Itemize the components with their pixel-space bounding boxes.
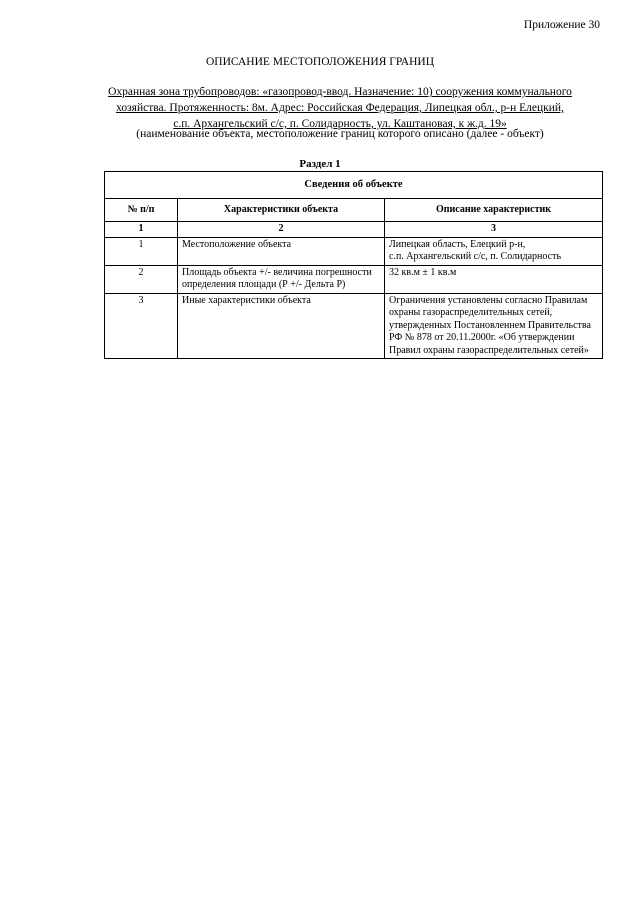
document-title: ОПИСАНИЕ МЕСТОПОЛОЖЕНИЯ ГРАНИЦ bbox=[205, 56, 435, 68]
column-number-2: 2 bbox=[178, 222, 385, 238]
row-description: 32 кв.м ± 1 кв.м bbox=[385, 265, 603, 293]
table-row bbox=[105, 237, 603, 265]
row-number: 3 bbox=[105, 293, 178, 359]
row-characteristic: Местоположение объекта bbox=[178, 237, 385, 265]
section-title: Раздел 1 bbox=[299, 158, 341, 170]
header-characteristic: Характеристики объекта bbox=[178, 199, 385, 222]
header-description: Описание характеристик bbox=[385, 199, 603, 222]
row-description-line-2: с.п. Архангельский с/с, п. Солидарность bbox=[389, 251, 562, 262]
row-characteristic: Иные характеристики объекта bbox=[178, 293, 385, 359]
object-info-table bbox=[104, 171, 603, 359]
row-number: 2 bbox=[105, 265, 178, 293]
row-description-line-1: Липецкая область, Елецкий р-н, bbox=[389, 238, 526, 250]
row-description bbox=[385, 237, 603, 265]
column-number-3: 3 bbox=[385, 222, 603, 238]
header-number: № п/п bbox=[105, 199, 178, 222]
row-number: 1 bbox=[105, 237, 178, 265]
table-row bbox=[105, 293, 603, 359]
table-header-row bbox=[105, 199, 603, 222]
appendix-label: Приложение 30 bbox=[523, 19, 600, 31]
object-description-line-3: с.п. Архангельский с/с, п. Солидарность, ул. Каштановая, к ж.д. 19» bbox=[173, 118, 507, 130]
column-number-1: 1 bbox=[105, 222, 178, 238]
row-characteristic: Площадь объекта +/- величина погрешности определения площади (Р +/- Дельта Р) bbox=[178, 265, 385, 293]
table-row bbox=[105, 265, 603, 293]
object-description-line-1: Охранная зона трубопроводов: «газопровод-ввод. Назначение: 10) сооружения коммунального bbox=[108, 86, 572, 98]
table-caption-row bbox=[105, 172, 603, 199]
row-description: Ограничения установлены согласно Правилам охраны газораспределительных сетей, утвержденных Постановленнем Правительства РФ № 878 от 20.11.2000г. «Об утверждении Правил охраны газораспределительных сетей» bbox=[385, 293, 603, 359]
object-description bbox=[76, 84, 604, 132]
column-number-row bbox=[105, 222, 603, 238]
object-caption: (наименование объекта, местоположение границ которого описано (далее - объект) bbox=[136, 128, 544, 140]
object-description-line-2: хозяйства. Протяженность: 8м. Адрес: Российская Федерация, Липецкая обл., р-н Елецкий, bbox=[116, 102, 564, 114]
table-caption: Сведения об объекте bbox=[105, 172, 603, 199]
